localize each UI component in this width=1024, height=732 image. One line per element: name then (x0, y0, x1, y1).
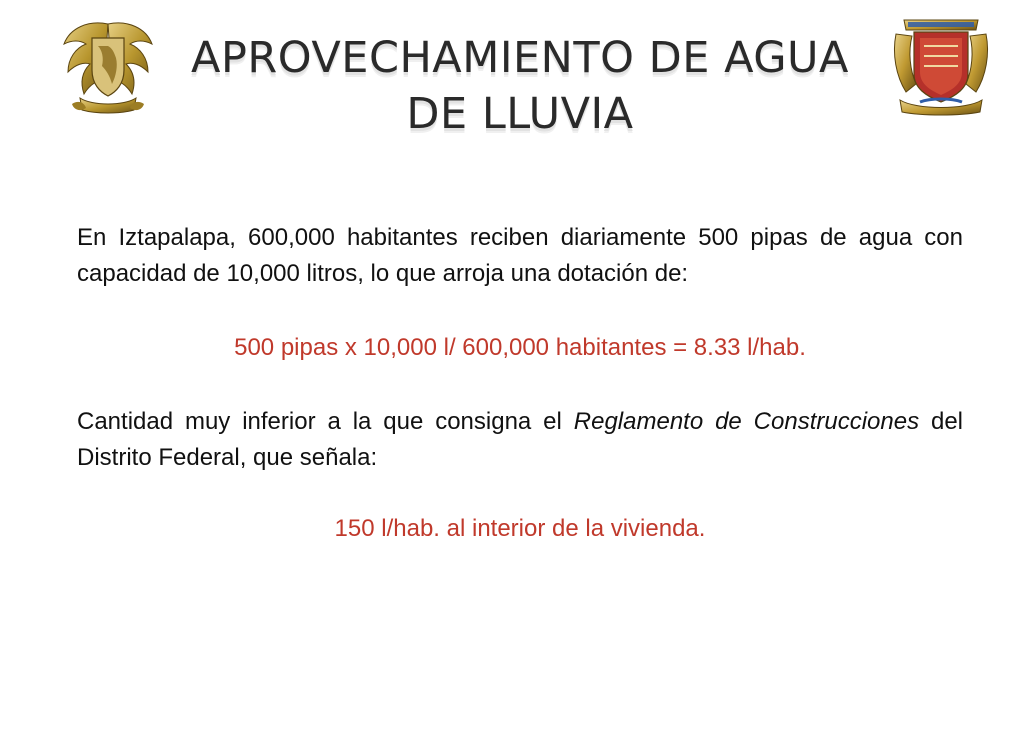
regulation-name: Reglamento de Construcciones (573, 408, 920, 435)
requirement-line: 150 l/hab. al interior de la vivienda. (334, 515, 706, 542)
comparison-paragraph (77, 404, 963, 476)
shield-icon (890, 14, 992, 118)
intro-paragraph: En Iztapalapa, 600,000 habitantes reciben diariamente 500 pipas de agua con capacidad de 10,000 litros, lo que arroja una dotación de: (77, 224, 963, 287)
comparison-text-end: del Distrito Federal, que señala: (77, 408, 964, 471)
title-line-1: APROVECHAMIENTO DE AGUA (191, 33, 849, 83)
title-line-2: DE LLUVIA (406, 89, 634, 139)
university-crest-logo (58, 14, 158, 118)
crest-icon (58, 14, 158, 118)
slide-title (160, 30, 880, 142)
faculty-shield-logo (890, 14, 992, 118)
calculation-line: 500 pipas x 10,000 l/ 600,000 habitantes = 8.33 l/hab. (234, 334, 806, 361)
slide-body (77, 220, 963, 547)
comparison-text-start: Cantidad muy inferior a la que consigna el (77, 408, 574, 435)
